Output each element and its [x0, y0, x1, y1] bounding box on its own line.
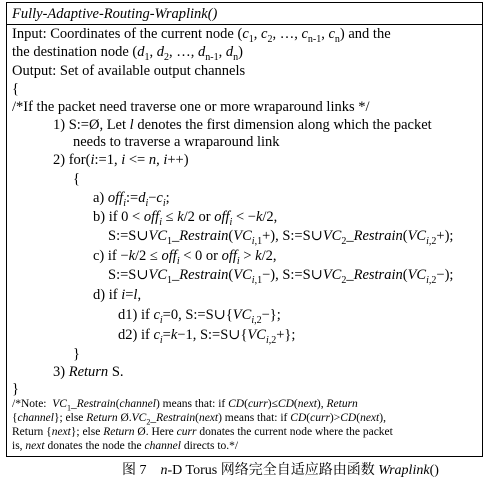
step-2d: d) if i=l,: [93, 287, 142, 303]
note-line-2: {channel}; else Return $Ø.VC_2\_Restrain(next)$ means that: if CD(curr)>CD(next),: [12, 412, 386, 427]
note-line-4: is, next donates the node the channel directs to.*/: [12, 440, 239, 452]
algorithm-box: [6, 2, 483, 457]
close-brace: }: [12, 381, 19, 397]
input-line-2: the destination node ($d_1$, $d_2$, …, $d_{n-1}$, $d_n$): [12, 44, 243, 63]
figure-caption: 图 7 n-D Torus 网络完全自适应路由函数 Wraplink(): [122, 463, 439, 478]
step-2a: a) $off_i:=d_i-c_i$;: [93, 190, 170, 209]
step-3: 3) Return S.: [53, 364, 124, 380]
step-2b-action: $S:=S\cup VC_1\_Restrain(VC_{i,1}+)$, $S:=S\cup VC_2\_Restrain(VC_{i,2}+)$;: [108, 228, 454, 247]
step-2c: c) if −k/2 ≤ off$_i$ < 0 or off$_i$ > k/2,: [93, 248, 277, 267]
step-2d1: d1) if $c_i=0$, $S:=S\cup\{VC_{i,2}-\}$;: [118, 307, 281, 326]
loop-close-brace: }: [73, 346, 80, 362]
step-2d2: d2) if $c_i=k-1$, $S:=S\cup\{VC_{i,2}+\}$;: [118, 327, 296, 346]
input-line-1: Input: Coordinates of the current node ($c_1$, $c_2$, …, $c_{n-1}$, $c_n$) and the: [12, 26, 391, 45]
algorithm-title: Fully-Adaptive-Routing-Wraplink(): [12, 6, 218, 22]
output-line: Output: Set of available output channels: [12, 63, 246, 79]
step-1-cont: needs to traverse a wraparound link: [73, 134, 280, 150]
step-2: 2) for(i:=1, i <= n, i++): [53, 152, 189, 168]
comment-line: /*If the packet need traverse one or more wraparound links */: [12, 99, 370, 115]
step-2c-action: $S:=S\cup VC_1\_Restrain(VC_{i,1}-)$, $S:=S\cup VC_2\_Restrain(VC_{i,2}-)$;: [108, 267, 454, 286]
open-brace: {: [12, 81, 19, 97]
step-1: 1) S:=Ø, Let l denotes the first dimension along which the packet: [53, 117, 432, 133]
note-line-3: Return {next}; else Return Ø. Here curr donates the current node where the packet: [12, 426, 393, 438]
algorithm-title-bar: [7, 3, 482, 25]
loop-open-brace: {: [73, 171, 80, 187]
note-line-1: /*Note: $VC_1\_Restrain(channel)$ means that: if CD(curr)≤CD(next), Return: [12, 398, 358, 413]
step-2b: b) if 0 < off$_i$ ≤ k/2 or off$_i$ < −k/2,: [93, 209, 278, 228]
